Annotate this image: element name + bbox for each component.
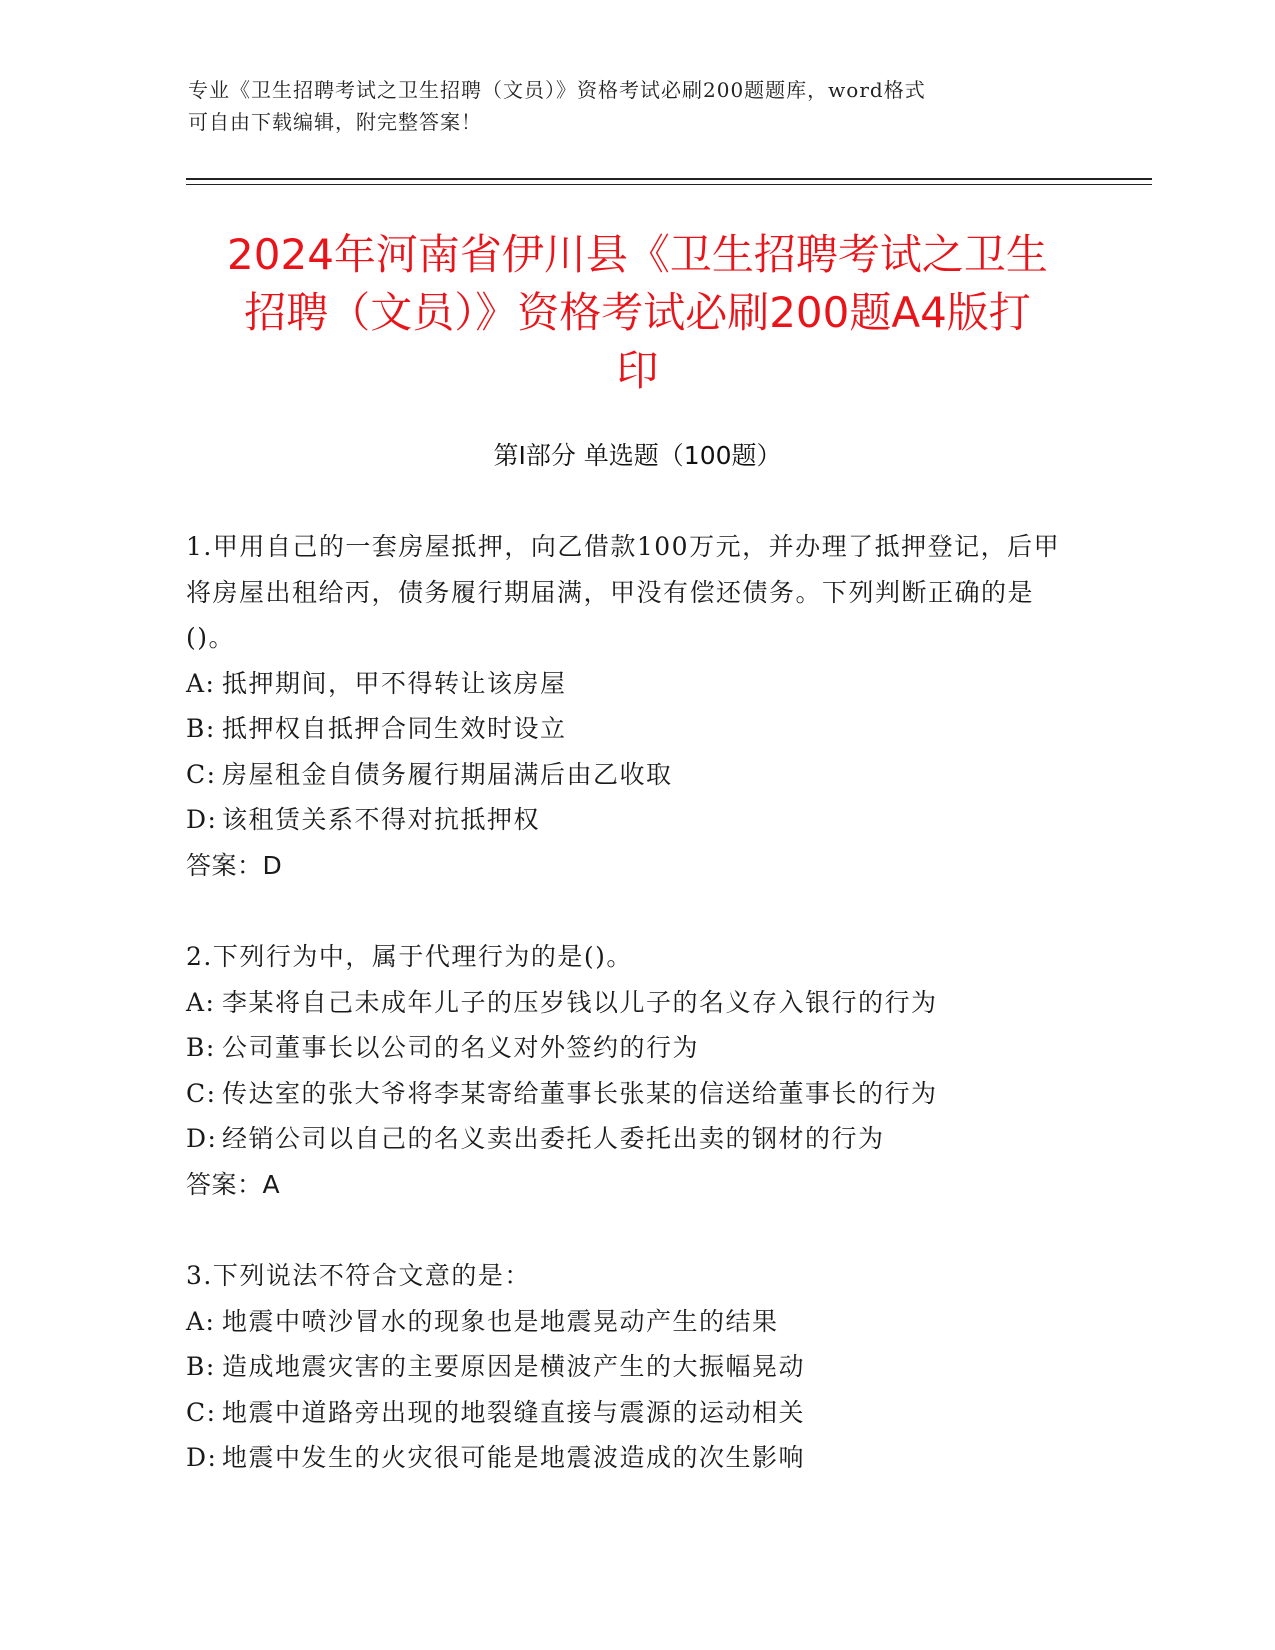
option-letter: C: [186, 759, 217, 789]
option-b [186, 1344, 1066, 1390]
option-letter: B: [186, 714, 216, 743]
option-d [186, 1435, 1066, 1481]
option-a [186, 1299, 1066, 1345]
answer-line: 答案：A [186, 1169, 281, 1199]
option-text: 造成地震灾害的主要原因是横波产生的大振幅晃动 [222, 1352, 806, 1381]
option-text: 公司董事长以公司的名义对外签约的行为 [222, 1033, 700, 1062]
option-a [186, 661, 1066, 707]
question-stem: 3.下列说法不符合文意的是： [186, 1261, 531, 1290]
answer-line: 答案：D [186, 850, 283, 880]
option-letter: B: [186, 1352, 216, 1381]
option-text: 地震中喷沙冒水的现象也是地震晃动产生的结果 [222, 1306, 779, 1336]
option-d [186, 1116, 1066, 1162]
question-3 [186, 1253, 1066, 1481]
option-letter: A: [186, 1306, 216, 1336]
header-rule-thin [186, 184, 1152, 185]
option-b [186, 1025, 1066, 1071]
option-letter: C: [186, 1078, 217, 1108]
option-letter: B: [186, 1033, 216, 1062]
option-a [186, 980, 1066, 1026]
question-1 [186, 524, 1066, 888]
question-list [186, 524, 1066, 1527]
option-c [186, 752, 1066, 798]
header-rule-thick [186, 178, 1152, 180]
title-line-3: 印 [616, 346, 659, 395]
option-text: 抵押权自抵押合同生效时设立 [222, 714, 567, 743]
option-letter: C: [186, 1397, 217, 1427]
section-heading: 第Ⅰ部分 单选题（100题） [493, 441, 782, 470]
option-text: 传达室的张大爷将李某寄给董事长张某的信送给董事长的行为 [222, 1078, 938, 1108]
option-letter: A: [186, 668, 216, 698]
document-title [150, 226, 1125, 400]
question-2 [186, 934, 1066, 1207]
header-note-line-2: 可自由下载编辑，附完整答案！ [188, 110, 482, 134]
option-text: 地震中道路旁出现的地裂缝直接与震源的运动相关 [222, 1397, 806, 1427]
option-d [186, 797, 1066, 843]
option-letter: A: [186, 987, 216, 1017]
option-text: 地震中发生的火灾很可能是地震波造成的次生影响 [222, 1443, 806, 1472]
option-b [186, 706, 1066, 752]
option-c [186, 1390, 1066, 1436]
option-text: 房屋租金自债务履行期届满后由乙收取 [222, 759, 673, 789]
option-text: 该租赁关系不得对抗抵押权 [222, 805, 541, 834]
option-c [186, 1071, 1066, 1117]
header-note [188, 74, 1068, 138]
question-stem: 1.甲用自己的一套房屋抵押，向乙借款100万元，并办理了抵押登记，后甲将房屋出租给丙，债务履行期届满，甲没有偿还债务。下列判断正确的是()。 [186, 532, 1061, 652]
title-line-1: 2024年河南省伊川县《卫生招聘考试之卫生 [227, 230, 1048, 279]
title-line-2: 招聘（文员）》资格考试必刷200题A4版打 [244, 288, 1031, 337]
option-letter: D: [186, 1124, 218, 1153]
question-stem: 2.下列行为中，属于代理行为的是()。 [186, 942, 633, 971]
option-text: 李某将自己未成年儿子的压岁钱以儿子的名义存入银行的行为 [222, 987, 938, 1017]
option-letter: D: [186, 805, 218, 834]
header-note-line-1: 专业《卫生招聘考试之卫生招聘（文员）》资格考试必刷200题题库，word格式 [188, 78, 926, 102]
option-text: 经销公司以自己的名义卖出委托人委托出卖的钢材的行为 [222, 1124, 885, 1153]
option-text: 抵押期间，甲不得转让该房屋 [222, 668, 567, 698]
option-letter: D: [186, 1443, 218, 1472]
